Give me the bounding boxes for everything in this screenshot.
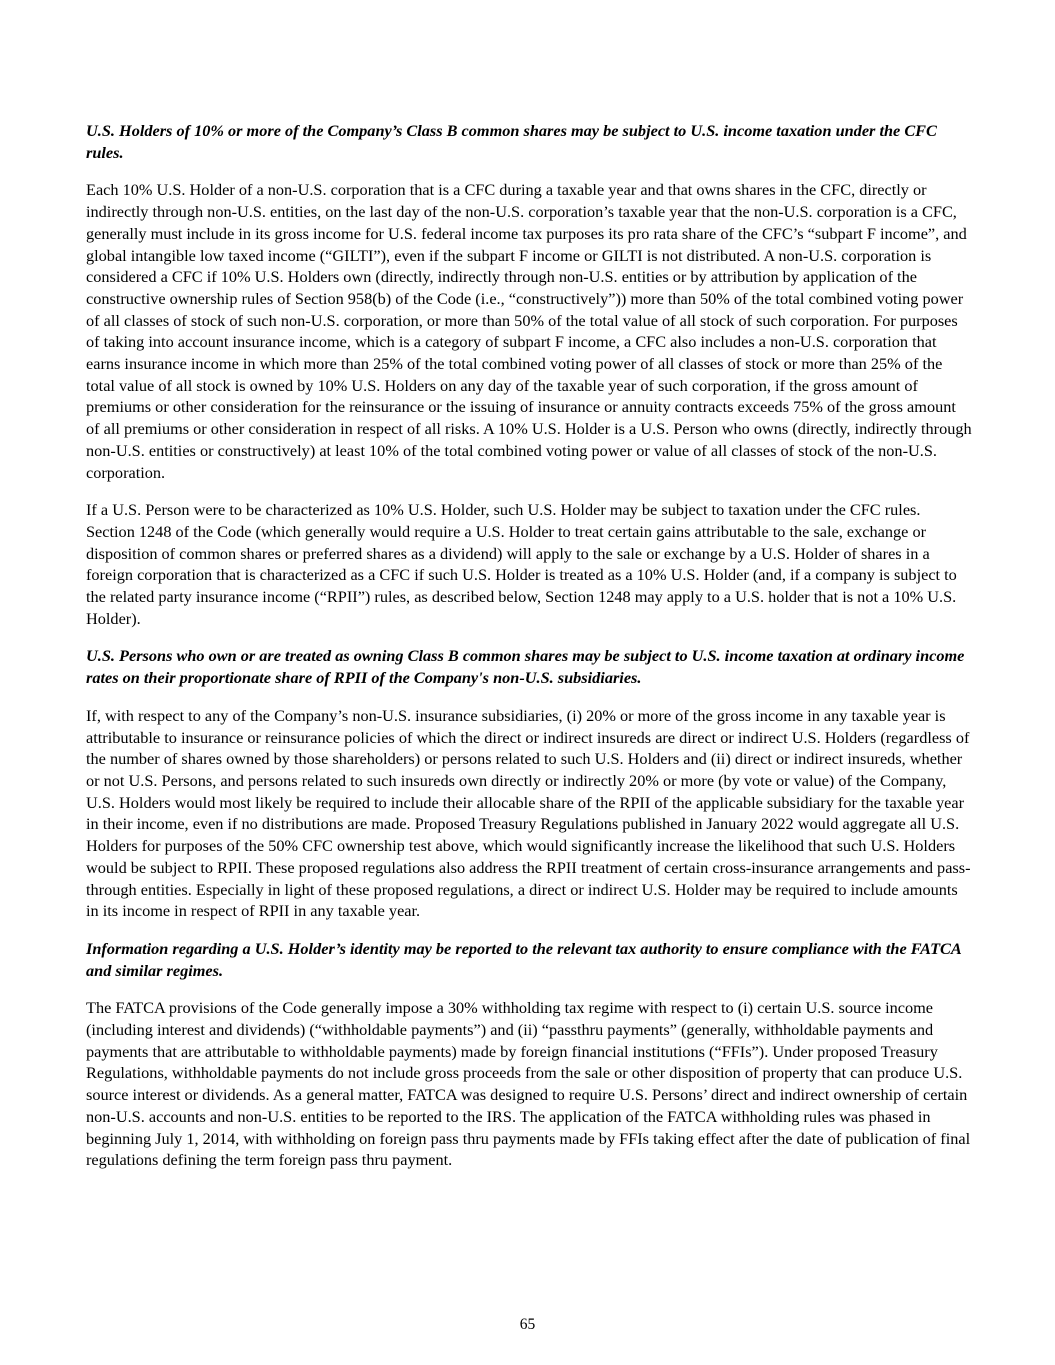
paragraph-cfc-definition: Each 10% U.S. Holder of a non-U.S. corporation that is a CFC during a taxable year and that owns shares in the CFC, directly or indirectly through non-U.S. entities, on the last day of the non-U.S. corporation’s taxable year that the non-U.S. corporation is a CFC, generally must include in its gross income for U.S. federal income tax purposes its pro rata share of the CFC’s “subpart F income”, and global intangible low taxed income (“GILTI”), even if the subpart F income or GILTI is not distributed. A non-U.S. corporation is considered a CFC if 10% U.S. Holders own (directly, indirectly through non-U.S. entities or by attribution by application of the constructive ownership rules of Section 958(b) of the Code (i.e., “constructively”)) more than 50% of the total combined voting power of all classes of stock of such non-U.S. corporation, or more than 50% of the total value of all stock of such corporation. For purposes of taking into account insurance income, which is a category of subpart F income, a CFC also includes a non-U.S. corporation that earns insurance income in which more than 25% of the total combined voting power of all classes of stock or more than 25% of the total value of all stock is owned by 10% U.S. Holders on any day of the taxable year of such corporation, if the gross amount of premiums or other consideration for the reinsurance or the issuing of insurance or annuity contracts exceeds 75% of the gross amount of all premiums or other consideration in respect of all risks. A 10% U.S. Holder is a U.S. Person who owns (directly, indirectly through non-U.S. entities or constructively) at least 10% of the total combined voting power or value of all classes of stock of the non-U.S. corporation. xyxy=(86,180,972,482)
page-number: 65 xyxy=(519,1316,536,1333)
paragraph-cfc-section-1248: If a U.S. Person were to be characterized as 10% U.S. Holder, such U.S. Holder may be subject to taxation under the CFC rules. Section 1248 of the Code (which generally would require a U.S. Holder to treat certain gains attributable to the sale, exchange or disposition of common shares or preferred shares as a dividend) will apply to the sale or exchange by a U.S. Holder of shares in a foreign corporation that is characterized as a CFC if such U.S. Holder is treated as a 10% U.S. Holder (and, if a company is subject to the related party insurance income (“RPII”) rules, as described below, Section 1248 may apply to a U.S. holder that is not a 10% U.S. Holder). xyxy=(86,500,957,628)
paragraph-fatca-details: The FATCA provisions of the Code generally impose a 30% withholding tax regime with respect to (i) certain U.S. source income (including interest and dividends) (“withholdable payments”) and (ii) “passthru payments” (generally, withholdable payments and payments that are attributable to withholdable payments) made by foreign financial institutions (“FFIs”). Under proposed Treasury Regulations, withholdable payments do not include gross proceeds from the sale or other disposition of property that can produce U.S. source interest or dividends. As a general matter, FATCA was designed to require U.S. Persons’ direct and indirect ownership of certain non-U.S. accounts and non-U.S. entities to be reported to the IRS. The application of the FATCA withholding rules was phased in beginning July 1, 2014, with withholding on foreign pass thru payments made by FFIs taking effect after the date of publication of final regulations defining the term foreign pass thru payment. xyxy=(86,998,971,1170)
paragraph-rpii-details: If, with respect to any of the Company’s non-U.S. insurance subsidiaries, (i) 20% or more of the gross income in any taxable year is attributable to insurance or reinsurance policies of which the direct or indirect insureds are direct or indirect U.S. Holders (regardless of the number of shares owned by those shareholders) or persons related to such U.S. Holders and (ii) direct or indirect insureds, whether or not U.S. Persons, and persons related to such insureds own directly or indirectly 20% or more (by vote or value) of the Company, U.S. Holders would most likely be required to include their allocable share of the RPII of the applicable subsidiary for the taxable year in their income, even if no distributions are made. Proposed Treasury Regulations published in January 2022 would aggregate all U.S. Holders for purposes of the 50% CFC ownership test above, which would significantly increase the likelihood that such U.S. Holders would be subject to RPII. These proposed regulations also address the RPII treatment of certain cross-insurance arrangements and pass-through entities. Especially in light of these proposed regulations, a direct or indirect U.S. Holder may be required to include amounts in its income in respect of RPII in any taxable year. xyxy=(86,705,971,921)
heading-cfc-rules: U.S. Holders of 10% or more of the Company’s Class B common shares may be subject to U.S. income taxation under the CFC rules. xyxy=(86,121,937,162)
document-body xyxy=(86,120,972,1187)
heading-fatca-reporting: Information regarding a U.S. Holder’s identity may be reported to the relevant tax authority to ensure compliance with the FATCA and similar regimes. xyxy=(86,938,961,980)
heading-rpii-taxation: U.S. Persons who own or are treated as owning Class B common shares may be subject to U.S. income taxation at ordinary income rates on their proportionate share of RPII of the Company's non-U.S. subsidiaries. xyxy=(86,646,965,688)
